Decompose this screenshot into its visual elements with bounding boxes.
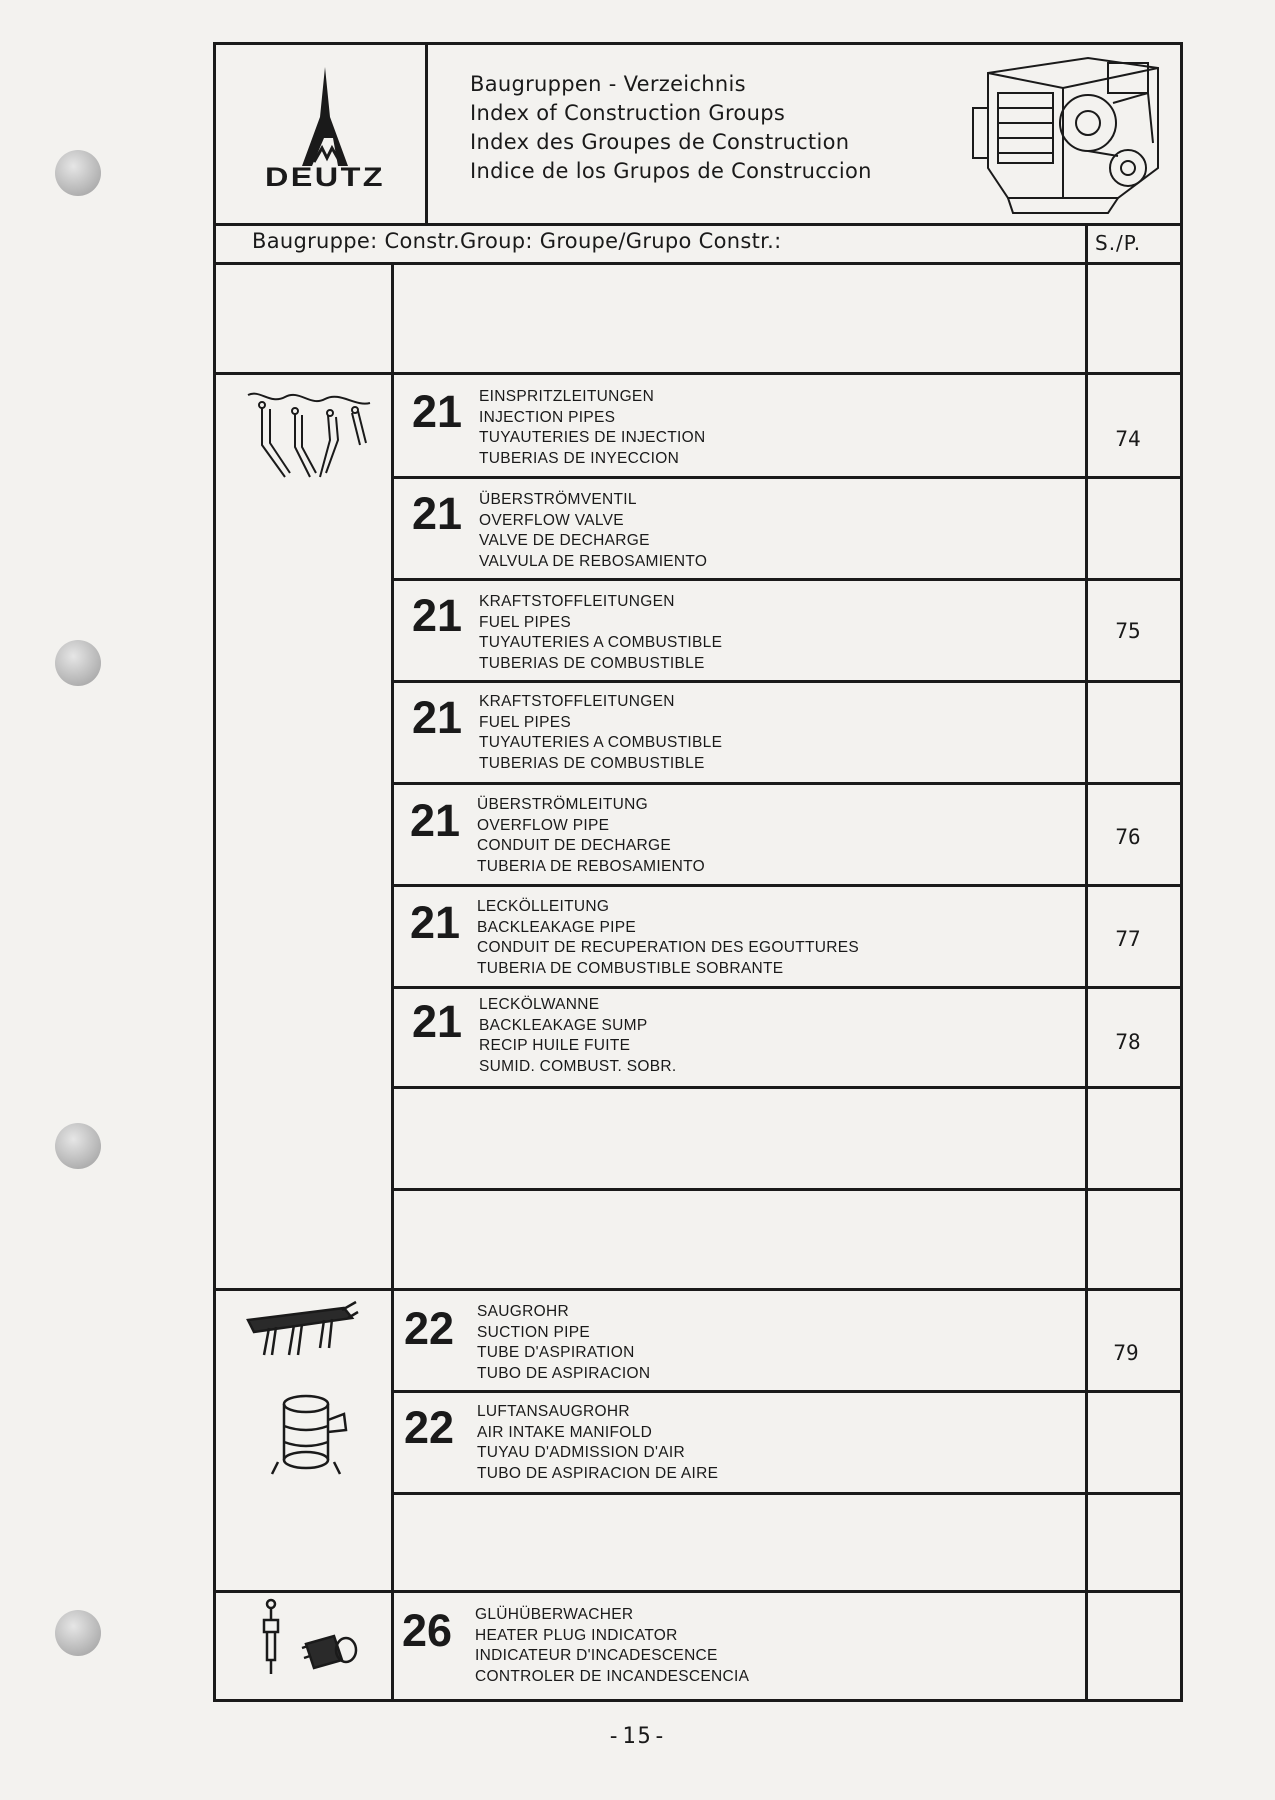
entry-name-fr: VALVE DE DECHARGE	[479, 532, 650, 549]
row-rule	[391, 1390, 1183, 1393]
entry-code: 21	[410, 897, 461, 948]
title-de: Baugruppen - Verzeichnis	[470, 72, 746, 96]
entry-name-de: LECKÖLWANNE	[479, 996, 600, 1013]
entry-name-es: TUBERIAS DE INYECCION	[479, 449, 680, 467]
section-rule	[213, 1288, 1183, 1291]
entry-page: 76	[1115, 825, 1141, 849]
entry-code: 21	[412, 996, 463, 1047]
entry-names	[477, 1302, 650, 1384]
entry-name-en: HEATER PLUG INDICATOR	[475, 1626, 678, 1644]
entry-code: 21	[412, 590, 463, 641]
entry-name-en: OVERFLOW PIPE	[477, 816, 610, 834]
entry-names	[479, 387, 706, 469]
entry-name-en: BACKLEAKAGE SUMP	[479, 1016, 648, 1034]
entry-names	[475, 1605, 749, 1687]
title-es: Indice de los Grupos de Construccion	[470, 159, 872, 183]
entry-page: 77	[1115, 927, 1141, 951]
section-rule	[213, 372, 1183, 375]
row-rule	[391, 1086, 1183, 1089]
entry-name-es: TUBO DE ASPIRACION DE AIRE	[477, 1464, 719, 1482]
entry-name-en: OVERFLOW VALVE	[479, 511, 624, 529]
group-column-header: Baugruppe: Constr.Group: Groupe/Grupo Constr.:	[252, 229, 782, 253]
entry-page: 79	[1113, 1341, 1139, 1365]
page-number: -15-	[607, 1724, 668, 1749]
punch-hole	[55, 1123, 101, 1169]
entry-name-es: CONTROLER DE INCANDESCENCIA	[475, 1667, 750, 1685]
column-header-rule	[213, 262, 1183, 265]
entry-names	[477, 897, 859, 979]
indicator-icon	[300, 1630, 362, 1674]
entry-name-fr: TUYAU D'ADMISSION D'AIR	[477, 1444, 686, 1461]
entry-name-de: KRAFTSTOFFLEITUNGEN	[479, 593, 675, 610]
air-intake-manifold-icon	[268, 1390, 350, 1478]
entry-page: 75	[1115, 619, 1141, 643]
air-intake-manifold-illustration	[268, 1390, 350, 1482]
entry-name-de: ÜBERSTRÖMLEITUNG	[477, 796, 649, 813]
header-rule	[213, 223, 1183, 226]
entry-name-en: FUEL PIPES	[479, 713, 572, 731]
entry-code: 21	[412, 488, 463, 539]
entry-name-en: FUEL PIPES	[479, 613, 572, 631]
entry-name-fr: TUYAUTERIES DE INJECTION	[479, 429, 706, 446]
engine-illustration	[968, 48, 1168, 216]
entry-code: 22	[404, 1402, 455, 1453]
entry-page: 74	[1115, 427, 1141, 451]
entry-name-de: EINSPRITZLEITUNGEN	[479, 388, 655, 405]
row-rule	[391, 986, 1183, 989]
suction-pipe-icon	[244, 1300, 359, 1362]
entry-page: 78	[1115, 1030, 1141, 1054]
glow-plug-icon	[258, 1598, 284, 1678]
engine-illustration-icon	[968, 48, 1168, 216]
row-rule	[391, 578, 1183, 581]
entry-names	[477, 795, 705, 877]
entry-name-es: VALVULA DE REBOSAMIENTO	[479, 552, 708, 570]
row-rule	[391, 782, 1183, 785]
entry-name-de: GLÜHÜBERWACHER	[475, 1606, 634, 1623]
entry-name-fr: RECIP HUILE FUITE	[479, 1037, 631, 1054]
entry-name-en: SUCTION PIPE	[477, 1323, 590, 1341]
entry-name-en: AIR INTAKE MANIFOLD	[477, 1423, 653, 1441]
deutz-logo	[240, 62, 410, 192]
entry-name-de: SAUGROHR	[477, 1303, 569, 1320]
glow-plug-illustration	[258, 1598, 284, 1682]
entry-name-fr: TUYAUTERIES A COMBUSTIBLE	[479, 734, 723, 751]
entry-names	[479, 592, 722, 674]
entry-name-de: LUFTANSAUGROHR	[477, 1403, 630, 1420]
entry-name-en: BACKLEAKAGE PIPE	[477, 918, 637, 936]
entry-names	[479, 490, 707, 572]
section-rule	[213, 1590, 1183, 1593]
entry-name-fr: INDICATEUR D'INCADESCENCE	[475, 1647, 718, 1664]
entry-name-es: TUBERIAS DE COMBUSTIBLE	[479, 754, 705, 772]
entry-name-fr: CONDUIT DE DECHARGE	[477, 837, 672, 854]
entry-names	[477, 1402, 718, 1484]
injection-pipes-icon	[240, 385, 380, 485]
row-rule	[391, 884, 1183, 887]
logo-text: DEUTZ	[265, 162, 385, 192]
punch-hole	[55, 640, 101, 686]
entry-name-es: TUBERIAS DE COMBUSTIBLE	[479, 654, 705, 672]
entry-code: 21	[412, 692, 463, 743]
injection-pipes-illustration	[240, 385, 380, 489]
entry-code: 22	[404, 1303, 455, 1354]
entry-code: 21	[410, 795, 461, 846]
header-titles	[470, 70, 872, 186]
punch-hole	[55, 150, 101, 196]
row-rule	[391, 1188, 1183, 1191]
page-column-header: S./P.	[1095, 231, 1142, 255]
punch-hole	[55, 1610, 101, 1656]
entry-name-fr: TUYAUTERIES A COMBUSTIBLE	[479, 634, 723, 651]
entry-name-de: KRAFTSTOFFLEITUNGEN	[479, 693, 675, 710]
entry-code: 26	[402, 1605, 453, 1656]
entry-names	[479, 692, 722, 774]
title-fr: Index des Groupes de Construction	[470, 130, 850, 154]
row-rule	[391, 680, 1183, 683]
entry-name-en: INJECTION PIPES	[479, 408, 616, 426]
row-rule	[391, 476, 1183, 479]
entry-name-fr: TUBE D'ASPIRATION	[477, 1344, 635, 1361]
indicator-illustration	[300, 1630, 362, 1678]
entry-names	[479, 995, 676, 1077]
entry-name-de: ÜBERSTRÖMVENTIL	[479, 491, 637, 508]
column-header-divider	[1085, 225, 1088, 264]
header-divider	[425, 42, 428, 225]
entry-name-fr: CONDUIT DE RECUPERATION DES EGOUTTURES	[477, 939, 859, 956]
entry-code: 21	[412, 386, 463, 437]
entry-name-es: TUBERIA DE REBOSAMIENTO	[477, 857, 705, 875]
entry-name-es: TUBO DE ASPIRACION	[477, 1364, 651, 1382]
suction-pipe-illustration	[244, 1300, 359, 1366]
entry-name-es: TUBERIA DE COMBUSTIBLE SOBRANTE	[477, 959, 784, 977]
entry-name-es: SUMID. COMBUST. SOBR.	[479, 1057, 677, 1075]
title-en: Index of Construction Groups	[470, 101, 786, 125]
row-rule	[391, 1492, 1183, 1495]
entry-name-de: LECKÖLLEITUNG	[477, 898, 610, 915]
